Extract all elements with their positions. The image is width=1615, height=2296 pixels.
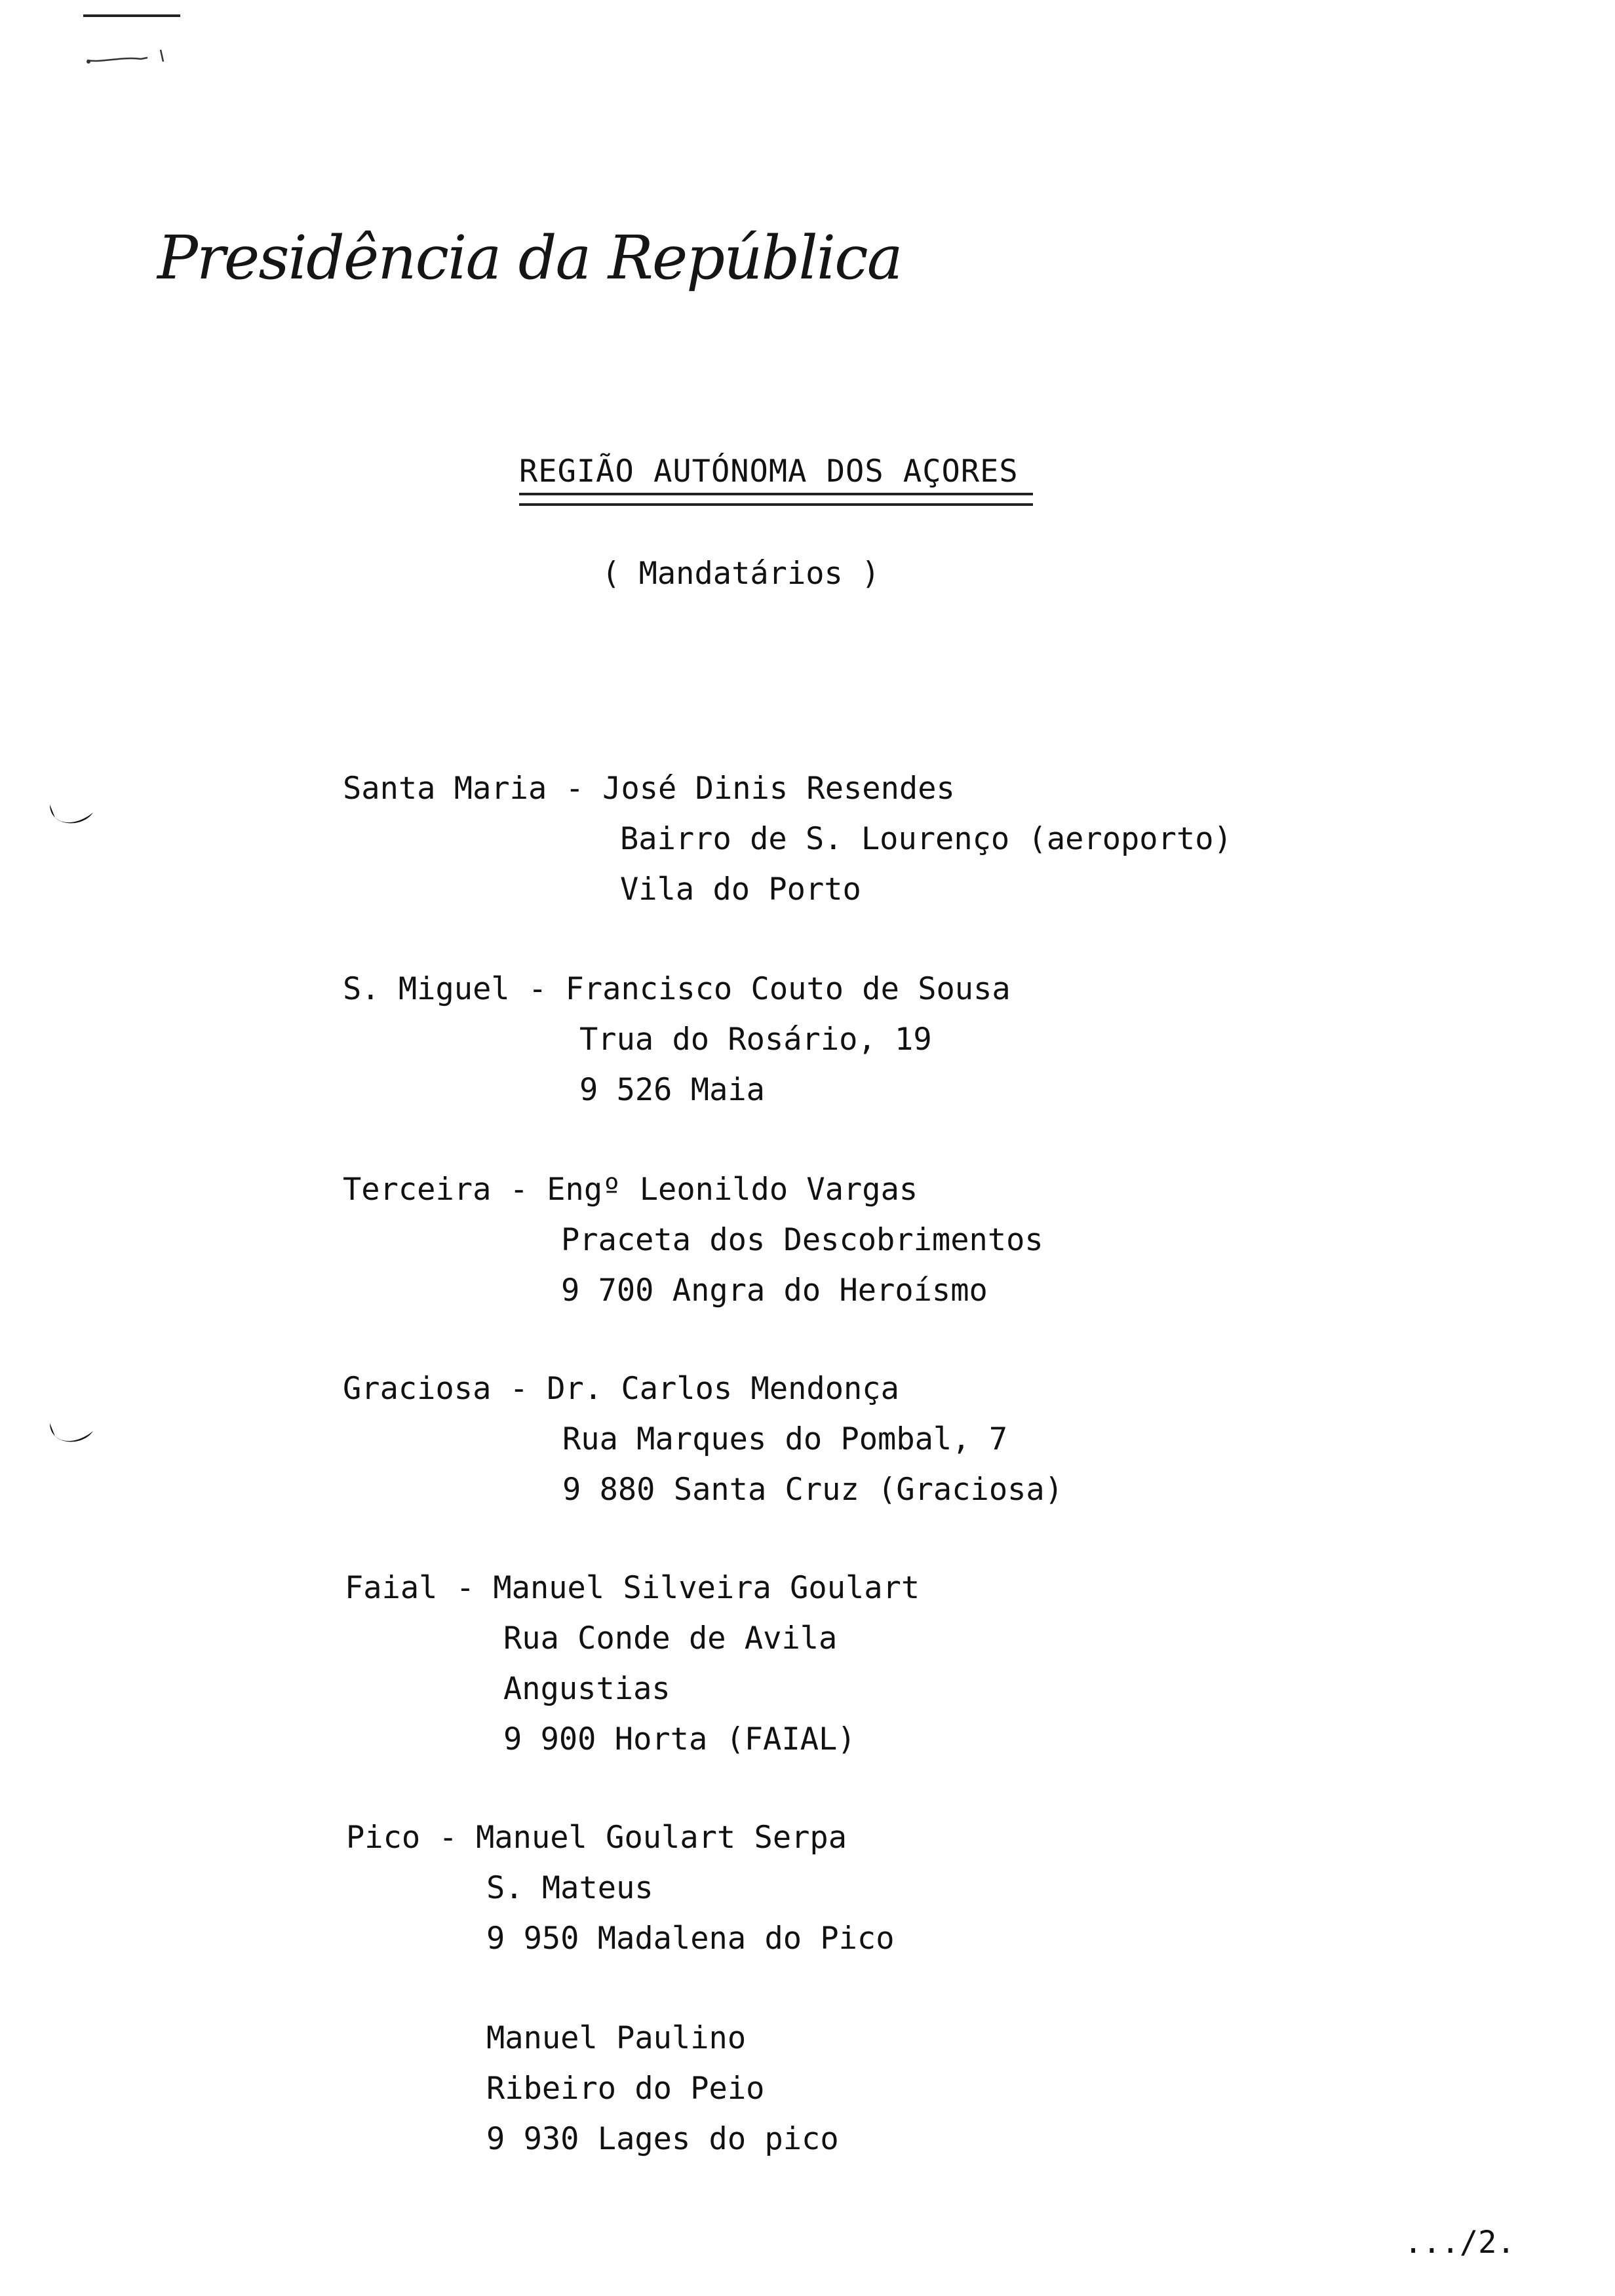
entry-santa-maria-island [343, 771, 955, 807]
island-label: Santa Maria [343, 771, 547, 807]
page-continuation-marker: .../2. [1404, 2225, 1515, 2261]
address-line: 9 880 Santa Cruz (Graciosa) [562, 1472, 1064, 1508]
entry-terceira-island [343, 1172, 918, 1208]
address-line: 9 930 Lages do pico [486, 2121, 839, 2157]
address-line: Praceta dos Descobrimentos [561, 1222, 1043, 1258]
letterhead-script: Presidência da República [157, 223, 902, 293]
separator: - [528, 971, 547, 1007]
address-line: 9 900 Horta (FAIAL) [503, 1721, 856, 1757]
island-label: Pico [346, 1820, 421, 1856]
entry-graciosa-island [343, 1371, 899, 1407]
punch-hole-mark [46, 801, 98, 832]
address-line: 9 950 Madalena do Pico [486, 1921, 895, 1957]
mandatary-name: Manuel Goulart Serpa [476, 1820, 847, 1856]
separator: - [565, 771, 584, 807]
island-label: Faial [345, 1570, 438, 1606]
entry-s-miguel-island [343, 971, 1011, 1007]
heading-double-underline [519, 493, 1033, 506]
mandatary-name: Dr. Carlos Mendonça [547, 1371, 899, 1407]
separator: - [509, 1371, 528, 1407]
mandatary-name: José Dinis Resendes [602, 771, 955, 807]
separator: - [509, 1172, 528, 1208]
address-line: Angustias [503, 1671, 671, 1707]
entry-pico-island [346, 1820, 847, 1856]
mandatary-name: Engº Leonildo Vargas [547, 1172, 918, 1208]
corner-pen-mark [82, 9, 187, 68]
island-label: Terceira [343, 1172, 492, 1208]
island-label: S. Miguel [343, 971, 510, 1007]
address-line: S. Mateus [486, 1870, 653, 1906]
document-subtitle: ( Mandatários ) [602, 556, 880, 592]
entry-pico-second-name: Manuel Paulino [486, 2020, 747, 2056]
address-line: Vila do Porto [620, 871, 861, 908]
document-heading: REGIÃO AUTÓNOMA DOS AÇORES [519, 453, 1019, 489]
entry-faial-island [345, 1570, 920, 1606]
punch-hole-mark [46, 1419, 98, 1451]
address-line: Rua Marques do Pombal, 7 [562, 1421, 1008, 1457]
address-line: Trua do Rosário, 19 [579, 1022, 932, 1058]
address-line: Bairro de S. Lourenço (aeroporto) [620, 821, 1232, 857]
separator: - [456, 1570, 475, 1606]
mandatary-name: Francisco Couto de Sousa [565, 971, 1011, 1007]
address-line: 9 700 Angra do Heroísmo [561, 1272, 988, 1309]
address-line: 9 526 Maia [579, 1072, 765, 1108]
address-line: Rua Conde de Avila [503, 1620, 838, 1656]
separator: - [438, 1820, 457, 1856]
address-line: Ribeiro do Peio [486, 2071, 765, 2107]
mandatary-name: Manuel Silveira Goulart [493, 1570, 920, 1606]
island-label: Graciosa [343, 1371, 492, 1407]
